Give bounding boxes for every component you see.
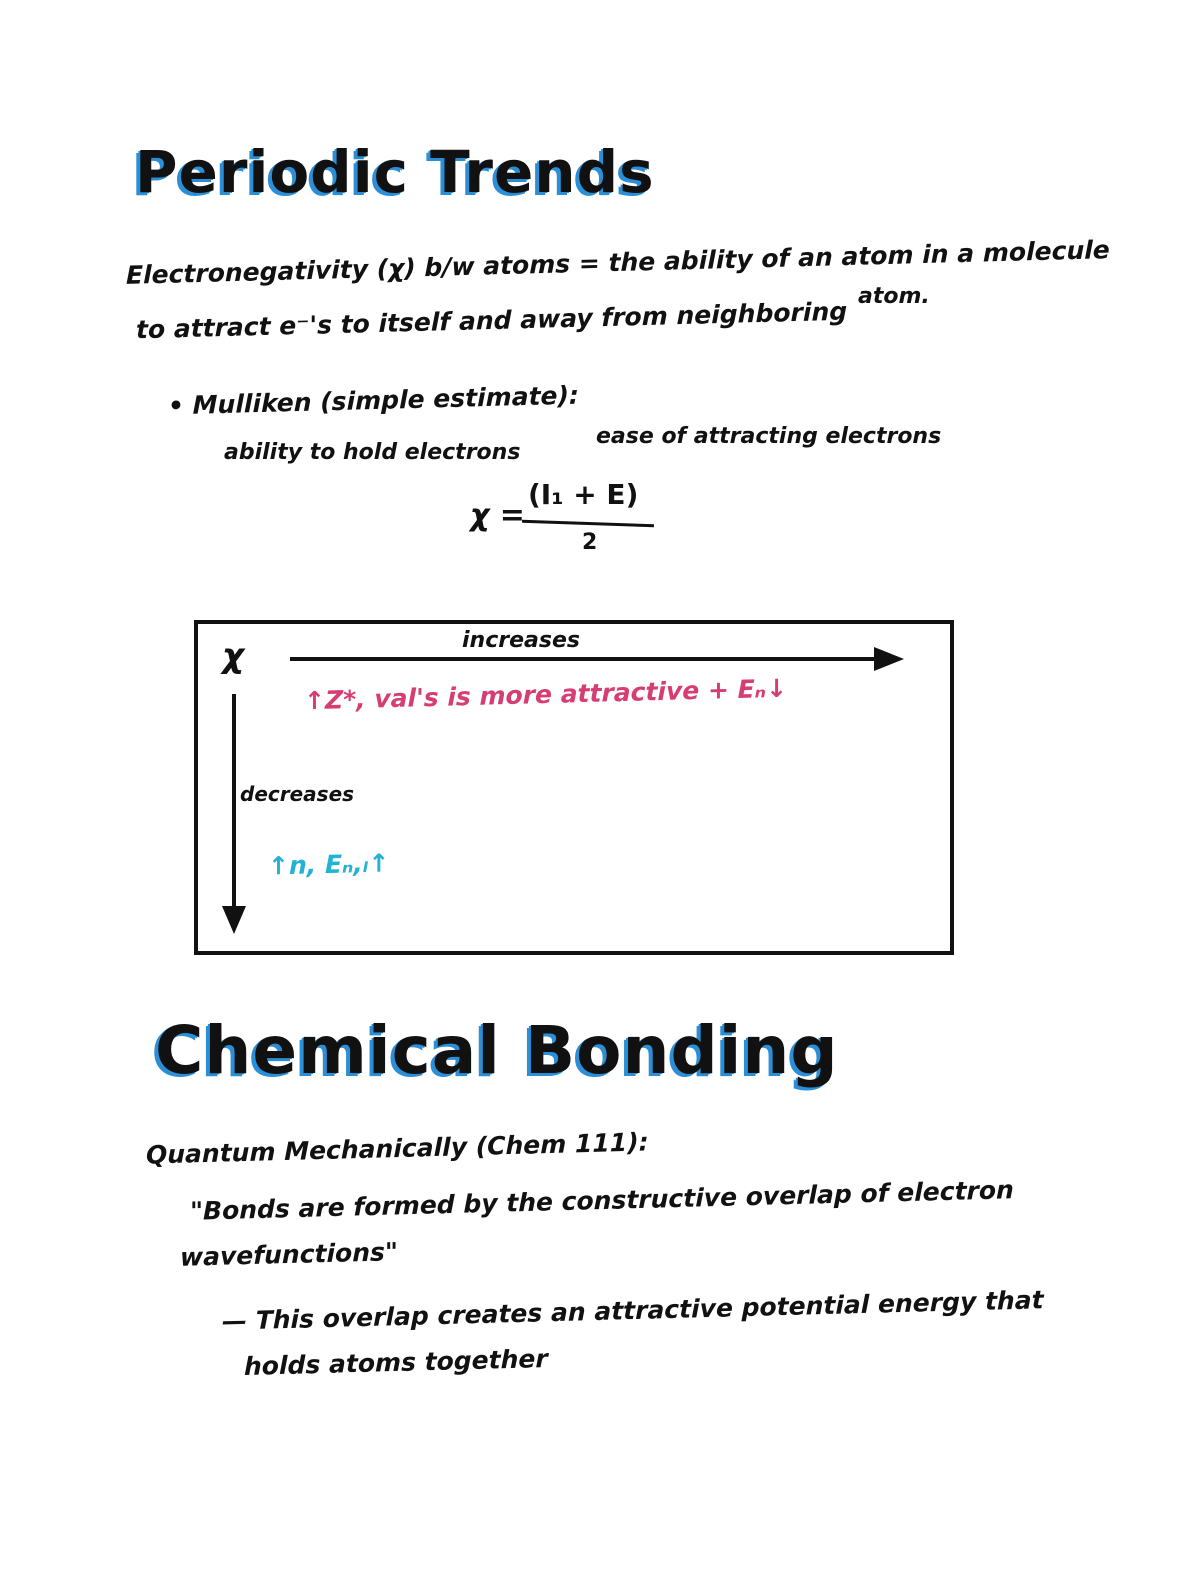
quote-line-2: wavefunctions" xyxy=(180,1237,398,1272)
decreases-label: decreases xyxy=(240,782,355,806)
title-periodic-trends: Periodic Trends xyxy=(135,138,655,206)
definition-line-2: to attract e⁻'s to itself and away from neighboring xyxy=(136,296,848,345)
quote-line-1: "Bonds are formed by the constructive overlap of electron xyxy=(190,1175,1014,1226)
dash-line-2: holds atoms together xyxy=(244,1344,548,1381)
title-chemical-bonding: Chemical Bonding xyxy=(155,1012,839,1089)
increases-label: increases xyxy=(462,628,580,653)
mulliken-formula xyxy=(470,478,670,568)
vertical-note: ↑n, Eₙ,ₗ↑ xyxy=(268,848,390,881)
formula-denominator: 2 xyxy=(582,530,598,555)
chi-symbol: χ xyxy=(222,636,244,676)
mulliken-bullet: • Mulliken (simple estimate): xyxy=(168,380,579,421)
formula-lhs: χ = xyxy=(470,498,525,533)
dash-line-1: — This overlap creates an attractive potential energy that xyxy=(222,1285,1044,1336)
definition-line-2-tail: atom. xyxy=(858,284,930,309)
formula-numerator: (I₁ + E) xyxy=(528,478,639,511)
horizontal-note: ↑Z*, val's is more attractive + Eₙ↓ xyxy=(304,673,788,716)
definition-line-1: Electronegativity (χ) b/w atoms = the ability of an atom in a molecule xyxy=(126,235,1110,290)
mulliken-sub-right: ease of attracting electrons xyxy=(596,424,942,449)
mulliken-sub-left: ability to hold electrons xyxy=(224,440,521,465)
quantum-heading: Quantum Mechanically (Chem 111): xyxy=(146,1127,649,1170)
formula-fraction-bar xyxy=(522,520,654,528)
